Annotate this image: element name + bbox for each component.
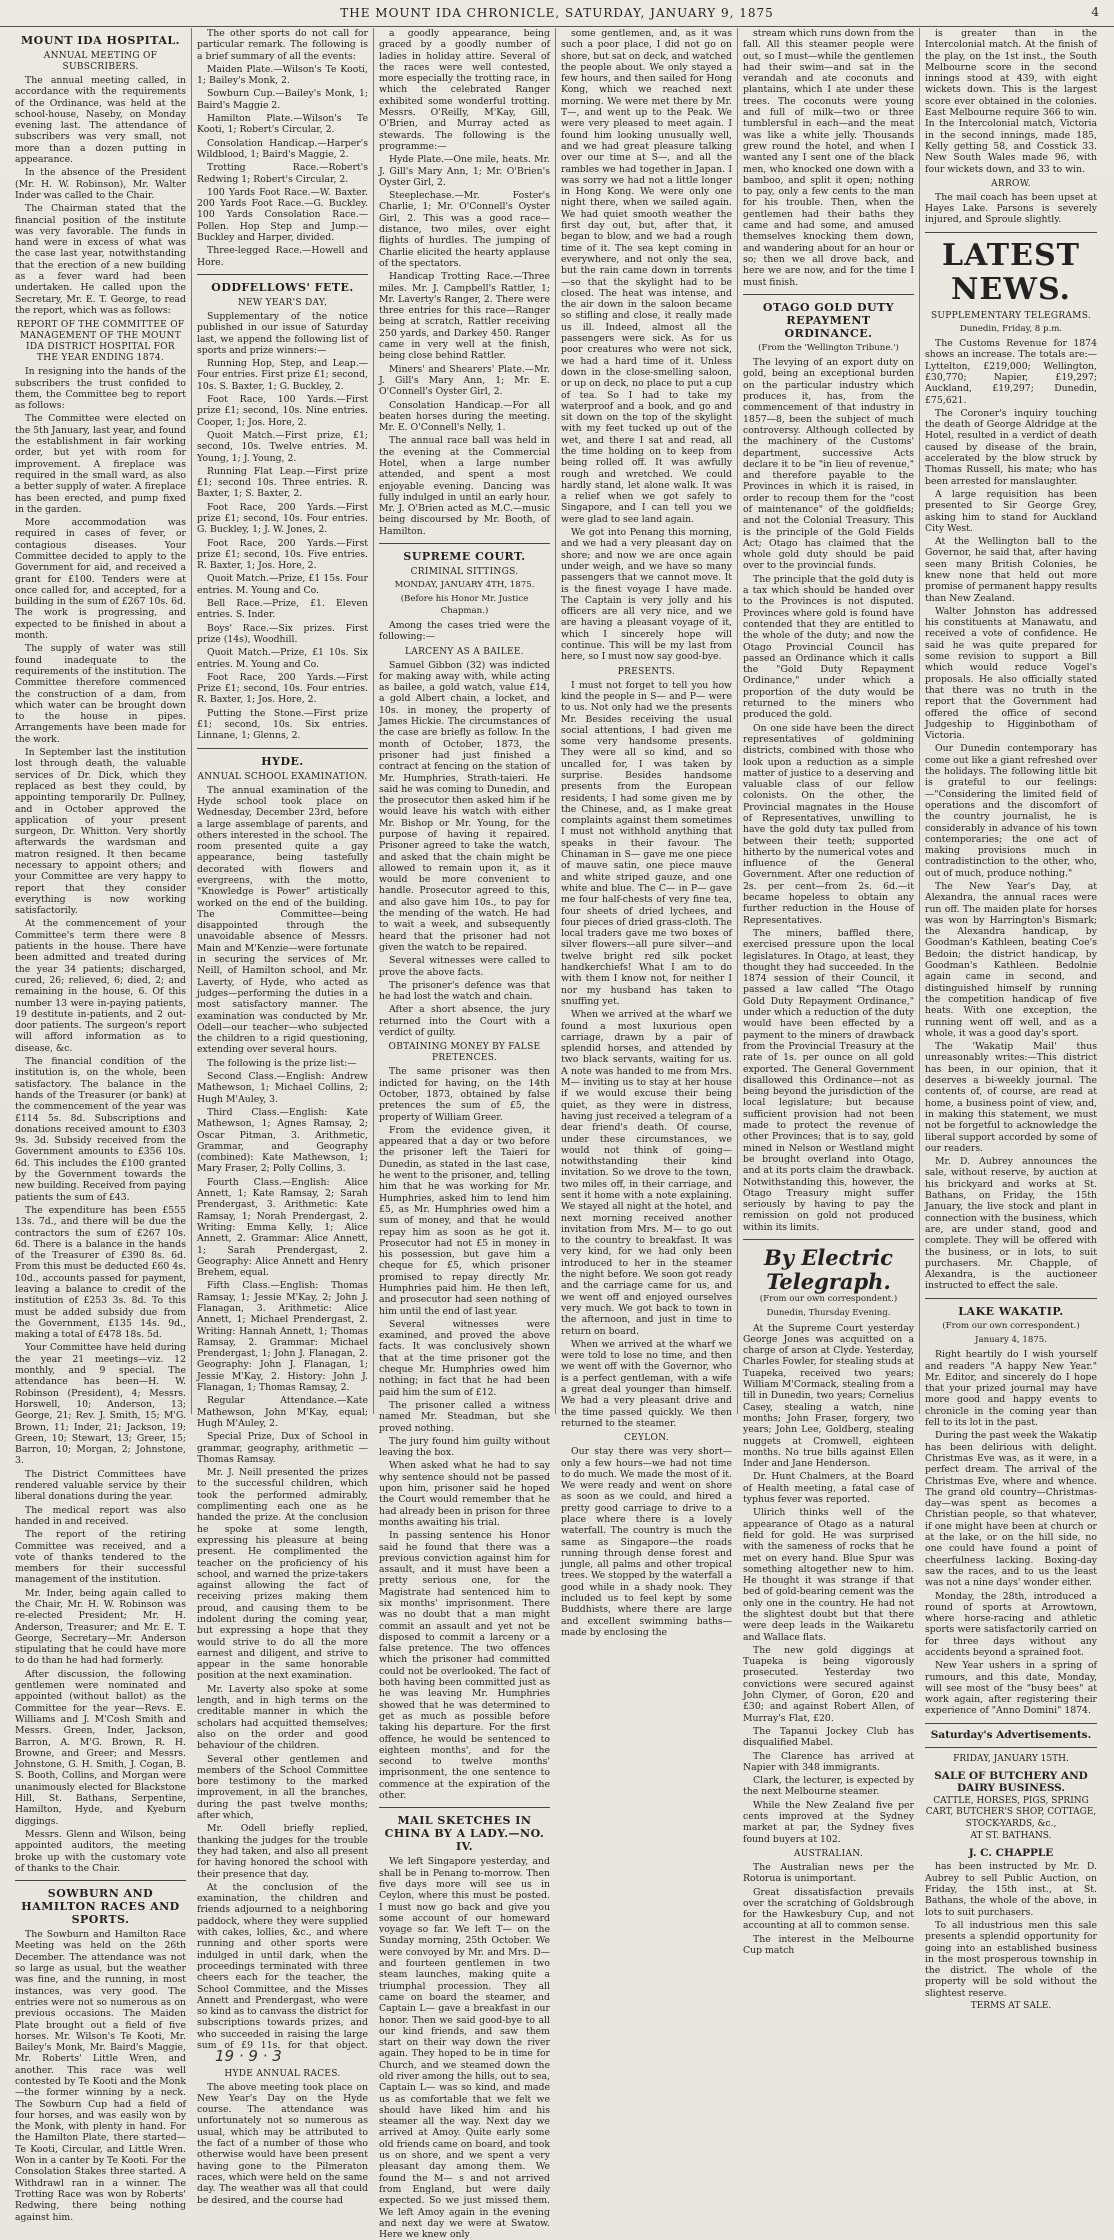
paragraph: From the evidence given, it appeared that a day or two before the prisoner left the Taieri for Dunedin, as stated in the last case, he went to the prisoner, and, telling him that he was working for Mr. Humphries, asked him to lend him £5, as Mr. Humphries owed him a sum of money, and that he would repay him as soon as he got it. Prosecutor had not £5 in money in his possession, but gave him a cheque for £5, which prisoner promised to repay directly Mr. Humphries paid him. He then left, and prosecutor had seen nothing of him until the end of last year. bbox=[379, 1124, 550, 1317]
paragraph: The Tapanui Jockey Club has disqualified Mabel. bbox=[743, 1725, 914, 1749]
ad-location: AT ST. BATHANS. bbox=[970, 1830, 1052, 1841]
paragraph: The interest in the Melbourne Cup match bbox=[743, 1933, 914, 1957]
headline-electric-telegraph: By Electric Telegraph. bbox=[764, 1244, 893, 1294]
paragraph: Fifth Class.—English: Thomas Ramsay, 1; Jessie M'Kay, 2; John J. Flanagan, 3. Arithmetic: Alice Annett, 1; Michael Prendergast, 2. Writing: Hannah Annett, 1; Thomas Ramsay, 2. Grammar: Michael Prendergast, 1; John J. Flanagan, 2. Geography: John J. Flanagan, 1; Jessie M'Kay, 2. History: John J. Flanagan, 1; Thomas Ramsay, 2. bbox=[197, 1280, 368, 1394]
paragraph: Quoit Match.—Prize, £1 15s. Four entries. M. Young and Co. bbox=[197, 573, 368, 596]
paragraph: The expenditure has been £555 13s. 7d., and there will be due the contractors the sum of £267 10s. 6d. There is a balance in the hands of the Treasurer of £390 8s. 6d. From this must be deducted £60 4s. 10d., accounts passed for payment, leaving a balance to credit of the institution of £253 3s. 8d. To this must be added subsidy due from the Government, £135 14s. 9d., making a total of £478 18s. 5d. bbox=[15, 1204, 186, 1341]
paragraph: At the Wellington ball to the Governor, he said that, after having seen many British Colonies, he knew none that held out more promise of permanent happy results than New Zealand. bbox=[925, 536, 1097, 604]
paragraph-text: At the conclusion of the examination, the children and friends adjourned to a neighboring paddock, where they were supplied with cakes, lollies, &c., and where running and other sports were indulged in until dark, when the proceedings terminated with three cheers each for the teacher, the School Committee, and the Misses Annett and Prendergast, who were so kind as to canvass the district for subscriptions towards prizes, and who succeeded in raising the large sum of £9 11s. for that object. bbox=[197, 1881, 368, 2051]
column-5 bbox=[738, 28, 920, 1957]
headline-sowburn-races: SOWBURN AND HAMILTON RACES AND SPORTS. bbox=[21, 1887, 180, 1927]
paragraph: has been instructed by Mr. D. Aubrey to sell Public Auction, on Friday, the 15th inst., at St. Bathans, the whole of the above, in lots to suit purchasers. bbox=[925, 1861, 1097, 1918]
divider bbox=[15, 1880, 186, 1881]
paragraph: Consolation Handicap.—For all beaten horses during the meeting. Mr. E. O'Connell's Nelly, 1. bbox=[379, 399, 550, 434]
paragraph: At the Supreme Court yesterday George Jones was acquitted on a charge of arson at Clyde. Yesterday, Charles Fowler, for stealing studs at Tuapeka, received two years; William M'Cormack, stealing from a till in Dunedin, two years; Cornelius Casey, stealing a watch, nine months; John Fraser, forgery, two years; John Lee, Goldberg, stealing nuggets at Cromwell, eighteen months. No true bills against Ellen Inder and Jane Henderson. bbox=[743, 1322, 914, 1470]
paragraph: The annual examination of the Hyde school took place on Wednesday, December 23rd, before a large assemblage of parents, and others interested in the school. The room presented quite a gay appearance, being tastefully decorated with flowers and evergreens, with the motto, "Knowledge is Power" artistically worked on the end of the building. The Committee—being disappointed through the unavoidable absence of Messrs. Main and M'Kenzie—were fortunate in securing the services of Mr. Neill, of Hamilton school, and Mr. Laverty, of Hyde, who acted as judges—performing the duties in a most satisfactory manner. The examination was conducted by Mr. Odell—our teacher—who subjected the children to a rigid questioning, extending over several hours. bbox=[197, 784, 368, 1056]
paragraph: The District Committees have rendered valuable service by their liberal donations during the year. bbox=[15, 1468, 186, 1503]
dateline: MONDAY, JANUARY 4TH, 1875. bbox=[394, 580, 535, 591]
column-1 bbox=[10, 28, 192, 2223]
paragraph: The mail coach has been upset at Hayes Lake. Parsons is severely injured, and Sproule slightly. bbox=[925, 191, 1097, 226]
paragraph: Miners' and Shearers' Plate.—Mr. J. Gill's Mary Ann, 1; Mr. E. O'Connell's Oyster Girl, 2. bbox=[379, 363, 550, 398]
paragraph: Trotting Race.—Robert's Redwing 1; Robert's Circular, 2. bbox=[197, 162, 368, 185]
paragraph: Ulirich thinks well of the appearance of Otago as a natural field for gold. He was surprised with the sameness of rocks that he met on every hand. Blue Spur was something altogether new to him. He thought it was strange if that bed of gold-bearing cement was the only one in the country. He had not the slightest doubt but that there were deep leads in the Waikaretu and Wallace flats. bbox=[743, 1507, 914, 1643]
paragraph: The Coroner's inquiry touching the death of George Aldridge at the Hotel, resulted in a verdict of death caused by disease of the brain, accelerated by the blow struck by Thomas Russell, his mate; who has been arrested for manslaughter. bbox=[925, 407, 1097, 487]
paragraph: Walter Johnston has addressed his constituents at Manawatu, and received a vote of confidence. He said he was quite prepared for some revision to support a Bill which would reduce Vogel's proposals. He also officially stated that there was no truth in the report that the Government had offered the office of second Judgeship to Higginbotham of Victoria. bbox=[925, 605, 1097, 742]
paragraph: The report of the retiring Committee was received, and a vote of thanks tendered to the members for their successful management of the institution. bbox=[15, 1529, 186, 1586]
paragraph bbox=[197, 1882, 368, 2065]
divider bbox=[743, 1239, 914, 1240]
paragraph: Our stay there was very short—only a few hours—we had not time to do much. We made the most of it. We were ready and went on shore as soon as we could, and hired a pretty good carriage to drive to a place where there is a lovely waterfall. The country is much the same as Singapore—the roads running through dense forest and jungle, all palms and other tropical trees. We stopped by the waterfall a good while in a shady nook. They included us to feel kept by some Buddhists, where there are large and excellent swimming baths—made by enclosing the bbox=[561, 1446, 732, 1638]
paragraph: The jury found him guilty without leaving the box. bbox=[379, 1435, 550, 1459]
paragraph: We got into Penang this morning, and we had a very pleasant day on shore; and now we are once again under weigh, and we have so many passengers that we cannot move. It is the finest voyage I have made. The Captain is very jolly and his officers are all very nice, and we are having a pleasant voyage of it, which I sincerely hope will continue. This will be my last from here, so I must now say good-bye. bbox=[561, 527, 732, 663]
paragraph: We left Singapore yesterday, and shall be in Penang to-morrow. Then five days more will see us in Ceylon, where this must be posted. I must now go back and give you some account of our homeward voyage so far. We left T— on the Sunday morning, 25th October. We were convoyed by Mr. and Mrs. D— and fourteen gentlemen in two steam launches, making quite a triumphal procession. They all came on board the steamer, and Captain L— gave a breakfast in our honor. Then we said good-bye to all our kind friends, and saw them start on their way down the river again. They hoped to be in time for Church, and we steamed down the old river among the hills, out to sea, Captain L— was so kind, and made us as comfortable that we felt we should have liked him and his steamer all the way. Next day we arrived at Amoy. Quite early some old friends came on board, and took us on shore, and we spent a very pleasant day among them. We found the M— s and not arrived from England, but were daily expected. So we just missed them. We left Amoy again in the evening and next day we were at Swatow. Here we knew only bbox=[379, 1856, 551, 2240]
paragraph: Foot Race, 200 Yards.—First Prize £1; second, 10s. Four entries. R. Baxter, 1; Jos. Hore, 2. bbox=[197, 671, 368, 706]
paragraph: The prisoner's defence was that he had lost the watch and chain. bbox=[379, 979, 550, 1003]
dateline-judge: (Before his Honor Mr. Justice Chapman.) bbox=[400, 594, 529, 616]
paragraph: Hyde Plate.—One mile, heats. Mr. J. Gill's Mary Ann, 1; Mr. O'Brien's Oyster Girl, 2. bbox=[379, 154, 550, 188]
paragraph: When we arrived at the wharf we found a most luxurious open carriage, drawn by a pair of splendid horses, and attended by two black servants, waiting for us. A note was handed to me from Mrs. M— inviting us to stay at her house if we would excuse their being quiet, as they were in distress, having just received a telegram of a dear friend's death. Of course, under these circumstances, we would not think of going—notwithstanding their kind invitation. So we drove to the town, two miles off, in their carriage, and sent it home with a note explaining. We stayed all night at the hotel, and next morning received another invitation from Mrs. M— to go out to the country to breakfast. It was very kind, for we had only been introduced to her in the steamer the night before. We soon got ready and the carriage came for us, and we went off and enjoyed ourselves very much. We got back to town in the afternoon, and just in time to return on board. bbox=[561, 1009, 732, 1337]
paragraph: Hamilton Plate.—Wilson's Te Kooti, 1; Robert's Circular, 2. bbox=[197, 113, 368, 136]
dateline: January 4, 1875. bbox=[975, 1334, 1047, 1345]
paragraph: The Australian news per the Rotorua is unimportant. bbox=[743, 1861, 914, 1885]
subhead-larceny: LARCENY AS A BAILEE. bbox=[405, 646, 524, 657]
paragraph: Clark, the lecturer, is expected by the next Melbourne steamer. bbox=[743, 1775, 914, 1798]
paragraph: Steeplechase.—Mr. Foster's Charlie, 1; Mr. O'Connell's Oyster Girl, 2. This was a good race—distance, two miles, over eight flights of hurdles. The jumping of Charlie elicited the hearty applause of the spectators. bbox=[379, 190, 550, 269]
headline-otago-gold-duty: OTAGO GOLD DUTY REPAYMENT ORDINANCE. bbox=[762, 300, 895, 340]
ad-items: CATTLE, HORSES, PIGS, SPRING CART, BUTCHER'S SHOP, COTTAGE, STOCK-YARDS, &c., bbox=[925, 1795, 1097, 1829]
headline-hyde: HYDE. bbox=[261, 754, 304, 768]
handwritten-stamp: 19 · 9 · 3 bbox=[215, 2047, 282, 2066]
paragraph: To all industrious men this sale presents a splendid opportunity for going into an established business in the most prosperous township in the district. The whole of the property will be sold without the slightest reserve. bbox=[925, 1919, 1097, 1999]
source-line: (From our own correspondent.) bbox=[942, 1320, 1080, 1331]
paragraph: Mr. Laverty also spoke at some length, and in high terms on the creditable manner in which the scholars had acquitted themselves; also on the order and good behaviour of the children. bbox=[197, 1683, 368, 1752]
paragraph: Samuel Gibbon (32) was indicted for making away with, while acting as bailee, a gold watch, value £14, a gold Albert chain, a locket, and 10s. in money, the property of James Hickie. The circumstances of the case are briefly as follow. In the month of October, 1873, the prisoner had just finished a contract at fencing on the station of Mr. Humphries, Strath-taieri. He said he was coming to Dunedin, and the prosecutor then asked him if he would leave his watch with either Mr. Bishop or Mr. Young, for the purpose of having it repaired. Prisoner agreed to take the watch, and asked that the chain might be allowed to remain upon it, as it would be more convenient to handle. Prosecutor agreed to this, and also gave him 10s., to pay for the mending of the watch. He had to wait a week, and subsequently heard that the prisoner had not given the watch to be repaired. bbox=[379, 659, 550, 953]
paragraph: Several witnesses were examined, and proved the above facts. It was conclusively shown that at the time prisoner got the cheque Mr. Humphries owed him nothing; in fact that he had been paid him the sum of £12. bbox=[379, 1318, 550, 1398]
ads-heading: Saturday's Advertisements. bbox=[930, 1728, 1092, 1741]
subhead-arrow: ARROW. bbox=[991, 178, 1031, 189]
subhead-report: REPORT OF THE COMMITTEE OF MANAGEMENT OF THE MOUNT IDA DISTRICT HOSPITAL FOR THE YEAR ENDING 1874. bbox=[16, 320, 185, 364]
paragraph: Quoit Match.—Prize, £1 10s. Six entries. M. Young and Co. bbox=[197, 647, 368, 670]
headline-mail-sketches: MAIL SKETCHES IN CHINA BY A LADY.—NO. IV. bbox=[384, 1814, 545, 1854]
paragraph: a goodly appearance, being graced by a goodly number of ladies in holiday attire. Several of the races were well contested, more especially the trotting race, in which the celebrated Ranger exhibited some wonderful trotting. Messrs. O'Reilly, M'Kay, Gill, O'Brien, and Murray acted as stewards. The following is the programme:— bbox=[379, 28, 550, 152]
paragraph: Foot Race, 100 Yards.—First prize £1; second, 10s. Nine entries. Cooper, 1; Jos. Hore, 2. bbox=[197, 394, 368, 428]
paragraph: Dr. Hunt Chalmers, at the Board of Health meeting, a fatal case of typhus fever was reported. bbox=[743, 1471, 914, 1506]
subhead-criminal-sittings: CRIMINAL SITTINGS. bbox=[410, 567, 519, 578]
paragraph: Supplementary of the notice published in our issue of Saturday last, we append the following list of sports and prize winners:— bbox=[197, 310, 368, 356]
paragraph: Great dissatisfaction prevails over the scratching of Goldsbrough for the Hawkesbury Cup, and not accounting at all to common sense. bbox=[743, 1886, 914, 1932]
subhead-school-examination: ANNUAL SCHOOL EXAMINATION. bbox=[197, 771, 368, 782]
headline-lake-wakatip: LAKE WAKATIP. bbox=[958, 1304, 1064, 1318]
divider bbox=[925, 232, 1097, 233]
paragraph: The Customs Revenue for 1874 shows an increase. The totals are:—Lyttelton, £219,000; Wellington, £30,770; Napier, £19,297; Auckland, £19,297; Dunedin, £75,621. bbox=[925, 338, 1097, 406]
paragraph: After a short absence, the jury returned into the Court with a verdict of guilty. bbox=[379, 1004, 550, 1039]
headline-mount-ida-hospital: MOUNT IDA HOSPITAL. bbox=[21, 34, 180, 47]
paragraph: stream which runs down from the fall. All this steamer people were out, so I must—while the gentlemen had their swim—and sat in the verandah and ate coconuts and plantains, which I ate under these trees. The coconuts were young and full of milk—two or three tumblersful in each—and the meat was like a white jelly. Thousands grew round the hotel, and when I wanted any I sent one of the black men, who knocked one down with a bamboo, and split it open; nothing to pay, only a few cents to the man for his trouble. Then, when the gentlemen had their baths they came and had some, and amused themselves knocking them down, and wandering about for an hour or so; then we all drove back, and here we are now, and for the time I must finish. bbox=[743, 28, 914, 288]
paragraph: Second Class.—English: Andrew Mathewson, 1; Michael Collins, 2; Hugh M'Auley, 3. bbox=[197, 1071, 368, 1105]
paragraph: On one side have been the direct representatives of goldmining districts, combined with those who look upon a reduction as a simple matter of justice to a deserving and valuable class of our fellow colonists. On the other, the Provincial magnates in the House of Representatives, unwilling to have the gold duty tax pulled from between their teeth; supported hitherto by the numerical votes and influence of the General Government. After one reduction of 2s. per cent—from 2s. 6d.—it became hopeless to obtain any further reduction in the House of Representatives. bbox=[743, 722, 914, 926]
page-number: 4 bbox=[1091, 5, 1100, 19]
dateline: Dunedin, Thursday Evening. bbox=[766, 1308, 891, 1319]
paragraph: The annual race ball was held in the evening at the Commercial Hotel, when a large number attended, and spent a most enjoyable evening. Dancing was fully indulged in until an early hour. Mr. J. O'Brien acted as M.C.—music being discoursed by Mr. Booth, of Hamilton. bbox=[379, 435, 550, 537]
paragraph: The Sowburn and Hamilton Race Meeting was held on the 26th December. The attendance was not so large as usual, but the weather was fine, and the running, in most instances, was very good. The entries were not so numerous as on previous occasions. The Maiden Plate brought out a field of five horses. Mr. Wilson's Te Kooti, Mr. Bailey's Monk, Mr. Baird's Maggie, Mr. Roberts' Little Wren, and another. This race was well contested by Te Kooti and the Monk—the former winning by a neck. The Sowburn Cup had a field of four horses, and was easily won by the Monk, with plenty in hand. For the Hamilton Plate, there started—Te Kooti, Circular, and Little Wren. Won in a canter by Te Kooti. For the Consolation Stakes three started. A Withdrawl ran in a winner. The Trotting Race was won by Roberts' Redwing, there being nothing against him. bbox=[15, 1929, 186, 2223]
paragraph: The levying of an export duty on gold, being an exceptional burden on the particular industry which produces it, has, from the commencement of that industry in 1857—8, been the subject of much controversy. Although collected by the machinery of the Customs' department, successive Acts declare it to be "in lieu of revenue," and therefore payable to the Provinces in which it is raised, in order to recoup them for the "cost of maintenance" of the goldfields; and not the Colonial Treasury. This is the principle of the Gold Fields Act; Otago has claimed that the whole gold duty should be paid over to the provincial funds. bbox=[743, 357, 914, 572]
paragraph: Running Hop, Step, and Leap.—Four entries. First prize £1; second, 10s. S. Baxter, 1; G. Buckley, 2. bbox=[197, 358, 368, 392]
paragraph: The same prisoner was then indicted for having, on the 14th October, 1873, obtained by false pretences the sum of £5, the property of William Greer. bbox=[379, 1066, 550, 1123]
paragraph: The Committee were elected on the 5th January, last year, and found the establishment in fair working order, but yet with room for improvement. A fireplace was required in the small ward, as also a better supply of water. A fireplace has been erected, and pump fixed in the garden. bbox=[15, 413, 186, 515]
paragraph: Third Class.—English: Kate Mathewson, 1; Agnes Ramsay, 2; Oscar Pitman, 3. Arithmetic, Grammar, and Geography (combined): Kate Mathewson, 1; Mary Fraser, 2; Polly Collins, 3. bbox=[197, 1106, 368, 1175]
paragraph: In resigning into the hands of the subscribers the trust confided to them, the Committee beg to report as follows: bbox=[15, 366, 186, 412]
masthead-title: THE MOUNT IDA CHRONICLE, SATURDAY, JANUARY 9, 1875 bbox=[340, 6, 774, 20]
headline-supreme-court: SUPREME COURT. bbox=[403, 550, 526, 564]
paragraph: The financial condition of the institution is, on the whole, been satisfactory. The balance in the hands of the Treasurer (or bank) at the commencement of the year was £114 5s. 8d. Subscriptions and donations received amount to £303 9s. 3d. Subsidy received from the Government amounts to £356 10s. 6d. This includes the £100 granted by the Government towards the new building. Received from paying patients the sum of £43. bbox=[15, 1056, 186, 1203]
column-2 bbox=[192, 28, 374, 2206]
paragraph: The Clarence has arrived at Napier with 348 immigrants. bbox=[743, 1750, 914, 1773]
paragraph: The following is the prize list:— bbox=[207, 1057, 357, 1069]
paragraph: Monday, the 28th, introduced a round of sports at Arrowtown, where horse-racing and athletic sports were satisfactorily carried on for three days without any accidents beyond a sprained foot. bbox=[925, 1590, 1097, 1658]
divider bbox=[925, 1298, 1097, 1299]
paragraph: Boys' Race.—Six prizes. First prize (14s), Woodhill. bbox=[197, 622, 368, 645]
columns bbox=[10, 28, 1104, 2240]
paragraph: The annual meeting called, in accordance with the requirements of the Ordinance, was held at the school-house, Naseby, on Monday evening last. The attendance of subscribers was very small, not more than a dozen putting in appearance. bbox=[15, 75, 186, 166]
paragraph: Right heartily do I wish yourself and readers "A happy New Year." Mr. Editor, and sincerely do I hope that your prized journal may have more good and happy events to chronicle in the coming year than fell to its lot in the past. bbox=[925, 1349, 1097, 1429]
masthead bbox=[0, 0, 1114, 27]
divider bbox=[197, 274, 368, 275]
paragraph: Mr. Odell briefly replied, thanking the judges for the trouble they had taken, and also all present for having honored the school with their presence that day. bbox=[197, 1823, 368, 1880]
paragraph: I must not forget to tell you how kind the people in S— and P— were to us. Not only had we the presents Mr. Besides receiving the usual social attentions, I had given me some very handsome presents. They were all so kind, and so uncalled for, I was taken by surprise. Besides handsome presents from the European residents, I had some given me by the Chinese, and, as I make great complaints against them sometimes I must not withhold anything that speaks in their favour. The Chinaman in S— gave me one piece of mauve satin, one piece mauve and white striped gauze, and one white and blue. The C— in P— gave me four half-chests of very fine tea, four sheets of dried lychees, and four pieces of dried grass-cloth. The local traders gave me two boxes of silver flowers—all pure silver—and twelve bright red silk pocket handkerchiefs! What I am to do with them I know not, for neither I nor my husband has taken to snuffing yet. bbox=[561, 679, 732, 1007]
headline-latest-news: LATEST NEWS. bbox=[942, 237, 1080, 307]
paragraph: A large requisition has been presented to Sir George Grey, asking him to stand for Auckland City West. bbox=[925, 488, 1097, 534]
ad-terms: TERMS AT SALE. bbox=[970, 2001, 1052, 2012]
paragraph: The principle that the gold duty is a tax which should be handed over to the Provinces is not disputed. Provinces where gold is found have contended that they are entitled to the whole of the duty; and now the Otago Provincial Council has passed an Ordinance which it calls the "Gold Duty Repayment Ordinance," under which a proportion of the duty would be returned to the miners who produced the gold. bbox=[743, 573, 914, 721]
paragraph: During the past week the Wakatip has been delirious with delight. Christmas Eve was, as it were, in a perfect dream. The arrival of the Christmas Eve, where and whence. The grand old country—Christmas-day—was spent as becomes a Christian people, so that whatever, if one might have been at church or at the lake, or on the hill side, no one could have found a point of cheerfulness lacking. Boxing-day saw the races, and to us the least was not a nine days' wonder either. bbox=[925, 1430, 1097, 1589]
subhead-false-pretences: OBTAINING MONEY BY FALSE PRETENCES. bbox=[388, 1042, 541, 1064]
source-line: (From our own correspondent.) bbox=[759, 1293, 898, 1304]
paragraph: Running Flat Leap.—First prize £1; second 10s. Three entries. R. Baxter, 1; S. Baxter, 2. bbox=[197, 465, 368, 500]
subhead-ceylon: CEYLON. bbox=[623, 1433, 669, 1444]
paragraph: The 'Wakatip Mail' thus unreasonably writes:—This district has been, in our opinion, that it deserves a bi-weekly journal. The contents of, of course, are read at home, a business point of view, and, in making this statement, we must not be forgetful to acknowledge the liberal support accorded by some of our readers. bbox=[925, 1041, 1097, 1154]
paragraph: Putting the Stone.—First prize £1; second, 10s. Six entries. Linnane, 1; Glenns, 2. bbox=[197, 707, 368, 742]
ad-sale-title: SALE OF BUTCHERY AND DAIRY BUSINESS. bbox=[934, 1770, 1088, 1794]
paragraph: In the absence of the President (Mr. H. W. Robinson), Mr. Walter Inder was called to the Chair. bbox=[15, 167, 186, 201]
paragraph: The Chairman stated that the financial position of the institute was very favorable. The funds in hand were in excess of what was the case last year, notwithstanding that the erection of a new building as a fever ward had been undertaken. He called upon the Secretary, Mr. E. T. George, to read the report, which was as follows: bbox=[15, 203, 186, 316]
subhead-australian: AUSTRALIAN. bbox=[793, 1848, 864, 1859]
paragraph: Handicap Trotting Race.—Three miles. Mr. J. Campbell's Rattler, 1; Mr. Laverty's Ranger, 2. There were three entries for this race—Ranger being at scratch, Rattler receiving 250 yards, and Darkey 450. Ranger came in very well at the finish, being close behind Rattler. bbox=[379, 271, 550, 362]
paragraph: The medical report was also handed in and received. bbox=[15, 1504, 186, 1527]
paragraph: Mr. J. Neill presented the prizes to the successful children, which took the performed admirably, complimenting each one as he handed the prize. At the conclusion he spoke at some length, expressing his pleasure at being present. He complimented the teacher on the proficiency of his school, and warned the prize-takers against allowing the fact of receiving prizes making them proud, and causing them to be indolent during the coming year, but expressing a hope that they would strive to do all the more earnest and diligent, and strive to appear in the same honorable position at the next examination. bbox=[197, 1467, 368, 1682]
paragraph: Mr. Inder, being again called to the Chair, Mr. H. W. Robinson was re-elected President; Mr. H. Anderson, Treasurer; and Mr. E. T. George, Secretary—Mr. Anderson stipulating that he could have more to do than he had had formerly. bbox=[15, 1587, 186, 1667]
divider bbox=[379, 543, 550, 544]
paragraph: Special Prize, Dux of School in grammar, geography, arithmetic — Thomas Ramsay. bbox=[197, 1431, 368, 1465]
divider bbox=[925, 1723, 1097, 1724]
ad-auctioneer: J. C. CHAPPLE bbox=[968, 1847, 1054, 1860]
paragraph: Consolation Handicap.—Harper's Wildblood, 1; Baird's Maggie, 2. bbox=[197, 137, 368, 160]
paragraph: After discussion, the following gentlemen were nominated and appointed (without ballot) as the Committee for the year—Revs. E. Williams and J. M'Cosh Smith and Messrs. Green, Inder, Jackson, Barron, A. M'G. Brown, R. H. Browne, and Greer; and Messrs. Johnstone, G. H. Smith, J. Cogan, B. S. Booth, Collins, and Morgan were unanimously elected for Blackstone Hill, St. Bathans, Serpentine, Hamilton, Hyde, and Kyeburn diggings. bbox=[15, 1668, 186, 1827]
paragraph: New Year ushers in a spring of rumours, and this date, Monday, will see most of the "busy bees" at work again, after registering their experience of "Anno Domini" 1874. bbox=[925, 1660, 1097, 1717]
paragraph: Messrs. Glenn and Wilson, being appointed auditors, the meeting broke up with the customary vote of thanks to the Chair. bbox=[15, 1828, 186, 1874]
paragraph: Foot Race, 200 Yards.—First prize £1; second, 10s. Five entries. R. Baxter, 1; Jos. Hore, 2. bbox=[197, 537, 368, 572]
paragraph: The supply of water was still found inadequate to the requirements of the institution. The Committee therefore commenced the construction of a dam, from which water can be brought down to the house in pipes. Arrangements have been made for the work. bbox=[15, 643, 186, 745]
column-4 bbox=[556, 28, 738, 1638]
subhead-new-years-day: NEW YEAR'S DAY. bbox=[237, 297, 328, 308]
paragraph: Quoit Match.—First prize, £1; second, 10s. Twelve entries. M. Young, 1; J. Young, 2. bbox=[197, 429, 368, 464]
headline-oddfellows-fete: ODDFELLOWS' FETE. bbox=[211, 280, 354, 294]
paragraph: some gentlemen, and, as it was such a poor place, I did not go on shore, but sat on deck, and watched the people about. We only stayed a few hours, and then sailed for Hong Kong, which we reached next morning. We were met there by Mr. T—, and went up to the Peak. We were very pleased to meet again. I found him looking unusually well, and we had great pleasure talking over our time at S—, and all the rambles we had together in Japan. I was sorry we had not a little longer in Hong Kong. We were only one night there, when we sailed again. We had quiet smooth weather the first day out, but, after that, it began to blow, and we had a rough time of it. The sea kept coming in everywhere, and not only the sea, but the rain came down in torrents—so that the skylight had to be closed. The heat was intense, and the air down in the saloon became so stifling and close, it really made us ill. Indeed, almost all the passengers were sick. As for us poor creatures who were not sick, we had a hard time of it. Unless down in the close-smelling saloon, or up on deck, no place to put a cup of tea. So I had to take my waterproof and a book, and go and sit down on the top of the skylight with my feet tucked up out of the wet, and there I sat and read, all the time holding on to keep from being rolled off. It was awfully rough and wretched. We could hardly stand, let alone walk. It was a relief when we got safely to Singapore, and I can tell you we were glad to see land again. bbox=[561, 28, 732, 525]
paragraph: Your Committee have held during the year 21 meetings—viz. 12 monthly, and 9 special. The attendance has been—H. W. Robinson (President), 4; Messrs. Horswell, 10; Anderson, 13; George, 21; Rev. J. Smith, 15; M'G. Brown, 11; Inder, 21; Jackson, 19; Green, 10; Stewart, 13; Greer, 15; Barron, 10; Morgan, 2; Johnstone, 3. bbox=[15, 1342, 186, 1467]
paragraph: In passing sentence his Honor said he found that there was a previous conviction against him for assault, and it must have been a pretty serious one, for the Magistrate had sentenced him to six months' imprisonment. There was no doubt that a man might commit an assault and yet not be disposed to commit a larceny or a false pretence. The two offences which the prisoner had committed could not be overlooked. The fact of both having been committed just as he was leaving Mr. Humphries showed that he was determined to get as much as possible before taking his departure. For the first offence, he would be sentenced to eighteen months', and for the second to twelve months' imprisonment, the one sentence to commence at the expiration of the other. bbox=[379, 1530, 550, 1802]
divider bbox=[197, 748, 368, 749]
ad-date: FRIDAY, JANUARY 15TH. bbox=[953, 1754, 1069, 1765]
subhead-annual-meeting: ANNUAL MEETING OF SUBSCRIBERS. bbox=[43, 51, 158, 72]
paragraph: Fourth Class.—English: Alice Annett, 1; Kate Ramsay, 2; Sarah Prendergast, 3. Arithmetic: Kate Ramsay, 1; Norah Prendergast, 2. Writing: Emma Kelly, 1; Alice Annett, 2. Grammar: Alice Annett, 1; Sarah Prendergast, 2. Geography: Alice Annett and Henry Brehem, equal. bbox=[197, 1176, 368, 1279]
paragraph: The above meeting took place on New Year's Day on the Hyde course. The attendance was unfortunately not so numerous as usual, which may be attributed to the fact of a number of those who otherwise would have been present having gone to the Pilmeraton races, which were held on the same day. The weather was all that could be desired, and the course had bbox=[197, 2081, 368, 2206]
divider bbox=[743, 294, 914, 295]
column-3 bbox=[374, 28, 556, 2240]
paragraph: Several other gentlemen and members of the School Committee bore testimony to the marked improvement, in all the branches, during the past twelve months; after which, bbox=[197, 1753, 368, 1822]
paragraph: Sowburn Cup.—Bailey's Monk, 1; Baird's Maggie 2. bbox=[197, 88, 368, 111]
divider bbox=[379, 1807, 550, 1808]
paragraph: Maiden Plate.—Wilson's Te Kooti, 1; Bailey's Monk, 2. bbox=[197, 63, 368, 87]
subhead-supplementary-telegrams: SUPPLEMENTARY TELEGRAMS. bbox=[930, 310, 1092, 321]
column-6 bbox=[920, 28, 1102, 2012]
paragraph: Foot Race, 200 Yards.—First prize £1; second, 10s. Four entries. G. Buckley, 1; J. W. Jones, 2. bbox=[197, 501, 368, 536]
paragraph: The new gold diggings at Tuapeka is being vigorously prosecuted. Yesterday two convictions were secured against John Clymer, of Goron, £20 and £30; and against Robert Allen, of Murray's Flat, £20. bbox=[743, 1644, 914, 1724]
paragraph: When asked what he had to say why sentence should not be passed upon him, prisoner said he hoped the Court would remember that he had already been in prison for three months awaiting his trial. bbox=[379, 1460, 550, 1528]
paragraph: Three-legged Race.—Howell and Hore. bbox=[197, 245, 368, 268]
dateline: Dunedin, Friday, 8 p.m. bbox=[959, 323, 1063, 334]
paragraph: Our Dunedin contemporary has come out like a giant refreshed over the holidays. The following little bit is grateful to our feelings:—"Considering the limited field of operations and the discomfort of the country journalist, he is considerably in advance of his town contemporaries; the one act of making provisions much in contradistinction to the other, who, out of much, produce nothing." bbox=[925, 743, 1097, 879]
source-line: (From the 'Wellington Tribune.') bbox=[758, 342, 899, 353]
paragraph: When we arrived at the wharf we were told to lose no time, and then we went off with the Governor, who is a perfect gentleman, with a wife a great deal younger than himself. We had a very pleasant drive and the time passed quickly. We then returned to the steamer. bbox=[561, 1338, 732, 1429]
paragraph: Several witnesses were called to prove the above facts. bbox=[379, 955, 550, 978]
subhead-presents: PRESENTS. bbox=[617, 666, 676, 677]
paragraph: Regular Attendance.—Kate Mathewson, John M'Kay, equal; Hugh M'Auley, 2. bbox=[197, 1395, 368, 1429]
paragraph: The New Year's Day, at Alexandra, the annual races were run off. The maiden plate for horses was won by Harrington's Bismark; the Alexandra handicap, by Goodman's Kathleen, beating Coe's Bedoin; the district handicap, by Goodman's Kathleen. Bedolnie again came in second, and distinguished himself by running the competition handicap of five heats. With one exception, the running went off well, and as a whole, it was a good day's sport. bbox=[925, 881, 1097, 1039]
paragraph: Among the cases tried were the following:— bbox=[379, 619, 550, 643]
divider bbox=[925, 1747, 1097, 1748]
subhead-hyde-races: HYDE ANNUAL RACES. bbox=[224, 2068, 341, 2079]
paragraph: More accommodation was required in cases of fever, or contagious diseases. Your Committee decided to apply to the Government for aid, and received a grant for £100. Tenders were at once called for, and accepted, for a building in the sum of £267 10s. 6d. The work is progressing, and expected to be finished in about a month. bbox=[15, 517, 186, 642]
paragraph: The other sports do not call for particular remark. The following is a brief summary of all the events: bbox=[197, 28, 368, 62]
paragraph: In September last the institution lost through death, the valuable services of Dr. Dick, which they replaced as best they could, by appointing temporarily Dr. Pullney, and in October approved the application of your present surgeon, Dr. Whitton. Very shortly afterwards the wardsman and matron resigned. It then became necessary to appoint others; and your Committee are very happy to report that they consider everything is now working satisfactorily. bbox=[15, 747, 186, 917]
paragraph: Mr. D. Aubrey announces the sale, without reserve, by auction at his brickyard and works at St. Bathans, on Friday, the 15th January, the live stock and plant in connection with the business, which are, are under stand, good and complete. They will be offered with the business, or in lots, to suit purchasers. Mr. Chapple, of Alexandra, is the auctioneer instructed to effect the sale. bbox=[925, 1156, 1097, 1292]
paragraph: is greater than in the Intercolonial match. At the finish of the play, on the 1st inst., the South Melbourne score in the second innings stood at 439, with eight wickets down. This is the largest score ever obtained in the colonies. East Melbourne require 366 to win. In the Intercolonial match, Victoria in the second innings, made 185, Kelly getting 58, and Cosstick 33. New South Wales made 96, with four wickets down, and 33 to win. bbox=[925, 28, 1097, 175]
paragraph: 100 Yards Foot Race.—W. Baxter. 200 Yards Foot Race.—G. Buckley. 100 Yards Consolation Race.—Pollen. Hop Step and Jump.—Buckley and Harper, divided. bbox=[197, 186, 368, 244]
paragraph: Bell Race.—Prize, £1. Eleven entries. S. Inder. bbox=[197, 598, 368, 621]
paragraph: The miners, baffled there, exercised pressure upon the local legislatures. In Otago, at least, they thought they had succeeded. In the 1874 session of their Council, it passed a law called "The Otago Gold Duty Repayment Ordinance," under which a reduction of the duty would have been effected by a payment to the miners of drawback from the Provincial Treasury at the rate of 1s. per ounce on all gold exported. The General Government disallowed this Ordinance—not as being beyond the jurisdiction of the local legislature; but because sufficient provision had not been made to protect the revenue of other Provinces; that is to say, gold mined in Nelson or Westland might be brought overland into Otago, and at its ports claim the drawback. Notwithstanding this, however, the Otago Treasury might suffer seriously by having to pay the remission on gold not produced within its limits. bbox=[743, 927, 914, 1233]
paragraph: While the New Zealand five per cents improved at the Sydney market at par, the Sydney fives found buyers at 102. bbox=[743, 1799, 914, 1845]
paragraph: The prisoner called a witness named Mr. Steadman, but she proved nothing. bbox=[379, 1399, 550, 1434]
paragraph: At the commencement of your Committee's term there were 8 patients in the house. There have been admitted and treated during the year 34 patients; discharged, cured, 26; relieved, 6; died, 2; and remaining in the house, 6. Of this number 13 were in-paying patients, 19 destitute in-patients, and 2 out-door patients. The surgeon's report will afford information as to disease, &c. bbox=[15, 918, 186, 1054]
